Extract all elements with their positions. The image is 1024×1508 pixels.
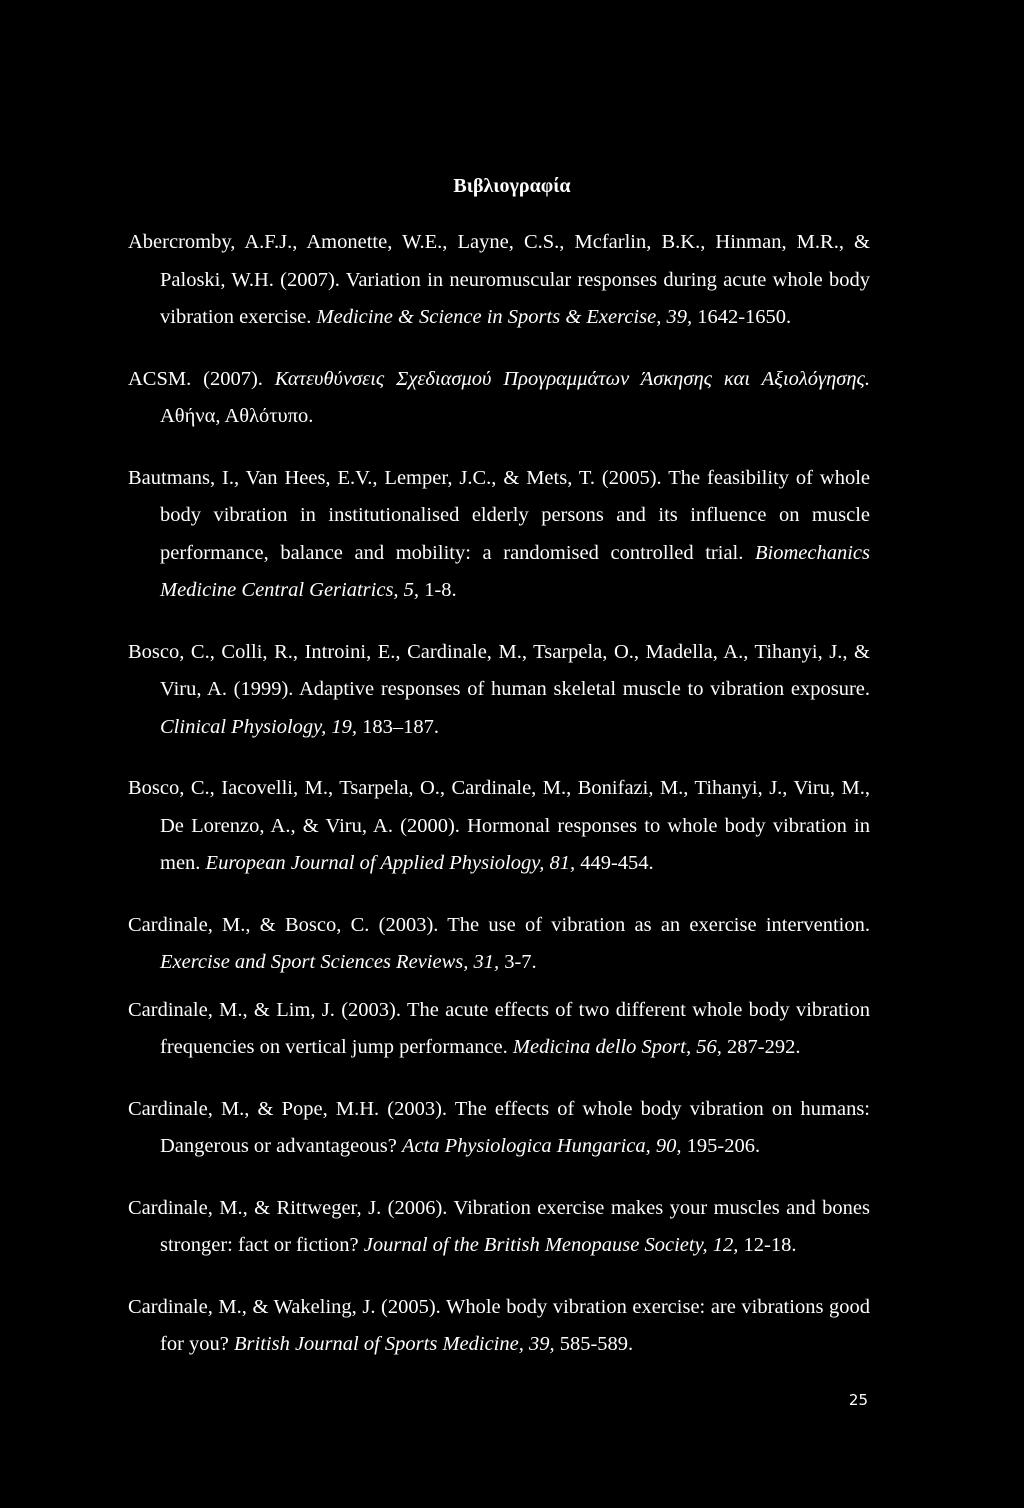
- reference-text: Cardinale, M., & Pope, M.H. (2003). The effects of whole body vibration on humans: Dangerous or advantageous?: [128, 1097, 870, 1157]
- reference-source: Clinical Physiology, 19,: [160, 715, 358, 738]
- reference-text: Bautmans, I., Van Hees, E.V., Lemper, J.C., & Mets, T. (2005). The feasibility of whole body vibration in institutionalised elderly persons and its influence on muscle performance, balance and mobility: a randomised controlled trial.: [128, 466, 870, 564]
- reference-source: British Journal of Sports Medicine, 39,: [234, 1333, 555, 1355]
- reference-pages: 3-7.: [499, 951, 537, 973]
- reference-item: [128, 1190, 870, 1265]
- reference-item: [128, 361, 870, 436]
- reference-pages: 183–187.: [357, 715, 440, 738]
- reference-pages: 585-589.: [554, 1333, 634, 1355]
- reference-item: [128, 1289, 870, 1364]
- reference-text: Cardinale, M., & Wakeling, J. (2005). Whole body vibration exercise: are vibrations good for you?: [128, 1295, 870, 1355]
- reference-source: Medicina dello Sport, 56,: [512, 1036, 722, 1058]
- reference-item: [128, 907, 870, 982]
- reference-pages: 449-454.: [575, 852, 654, 874]
- reference-pages: 12-18.: [738, 1234, 797, 1256]
- reference-text: Bosco, C., Colli, R., Introini, E., Cardinale, M., Tsarpela, O., Madella, A., Tihanyi, J., & Viru, A. (1999). Adaptive responses of human skeletal muscle to vibration exposure.: [128, 640, 870, 700]
- reference-item: [128, 634, 870, 747]
- reference-list: [128, 224, 870, 1364]
- reference-pages: 1-8.: [419, 579, 457, 601]
- reference-pages: 1642-1650.: [692, 306, 792, 328]
- reference-text: Cardinale, M., & Rittweger, J. (2006). Vibration exercise makes your muscles and bones stronger: fact or fiction?: [128, 1196, 870, 1256]
- page-title: Βιβλιογραφία: [453, 175, 571, 197]
- reference-pages: Αθήνα, Αθλότυπο.: [160, 405, 314, 427]
- reference-source: Κατευθύνσεις Σχεδιασμού Προγραμμάτων Άσκησης και Αξιολόγησης.: [274, 367, 870, 390]
- reference-item: [128, 770, 870, 883]
- reference-source: Journal of the British Menopause Society, 12,: [363, 1234, 739, 1256]
- reference-item: [128, 460, 870, 610]
- reference-source: Acta Physiologica Hungarica, 90,: [401, 1135, 682, 1157]
- page-number: 25: [848, 1391, 868, 1409]
- reference-text: Bosco, C., Iacovelli, M., Tsarpela, O., Cardinale, M., Bonifazi, M., Tihanyi, J., Viru, M., De Lorenzo, A., & Viru, A. (2000). Hormonal responses to whole body vibration in men.: [128, 777, 870, 874]
- reference-item: [128, 224, 870, 337]
- reference-source: European Journal of Applied Physiology, 81,: [205, 852, 576, 874]
- reference-text: Cardinale, M., & Bosco, C. (2003). The use of vibration as an exercise intervention.: [128, 913, 870, 936]
- reference-text: ACSM. (2007).: [128, 367, 275, 390]
- reference-text: Abercromby, A.F.J., Amonette, W.E., Layne, C.S., Mcfarlin, B.K., Hinman, M.R., & Paloski, W.H. (2007). Variation in neuromuscular responses during acute whole body vibration exercise.: [128, 231, 870, 328]
- reference-pages: 287-292.: [721, 1036, 801, 1058]
- reference-source: Medicine & Science in Sports & Exercise, 39,: [316, 306, 693, 328]
- reference-source: Biomechanics Medicine Central Geriatrics, 5,: [160, 541, 870, 601]
- reference-item: [128, 1091, 870, 1166]
- reference-item: [128, 992, 870, 1067]
- reference-source: Exercise and Sport Sciences Reviews, 31,: [160, 951, 500, 973]
- reference-text: Cardinale, M., & Lim, J. (2003). The acute effects of two different whole body vibration frequencies on vertical jump performance.: [128, 998, 870, 1058]
- reference-pages: 195-206.: [681, 1135, 761, 1157]
